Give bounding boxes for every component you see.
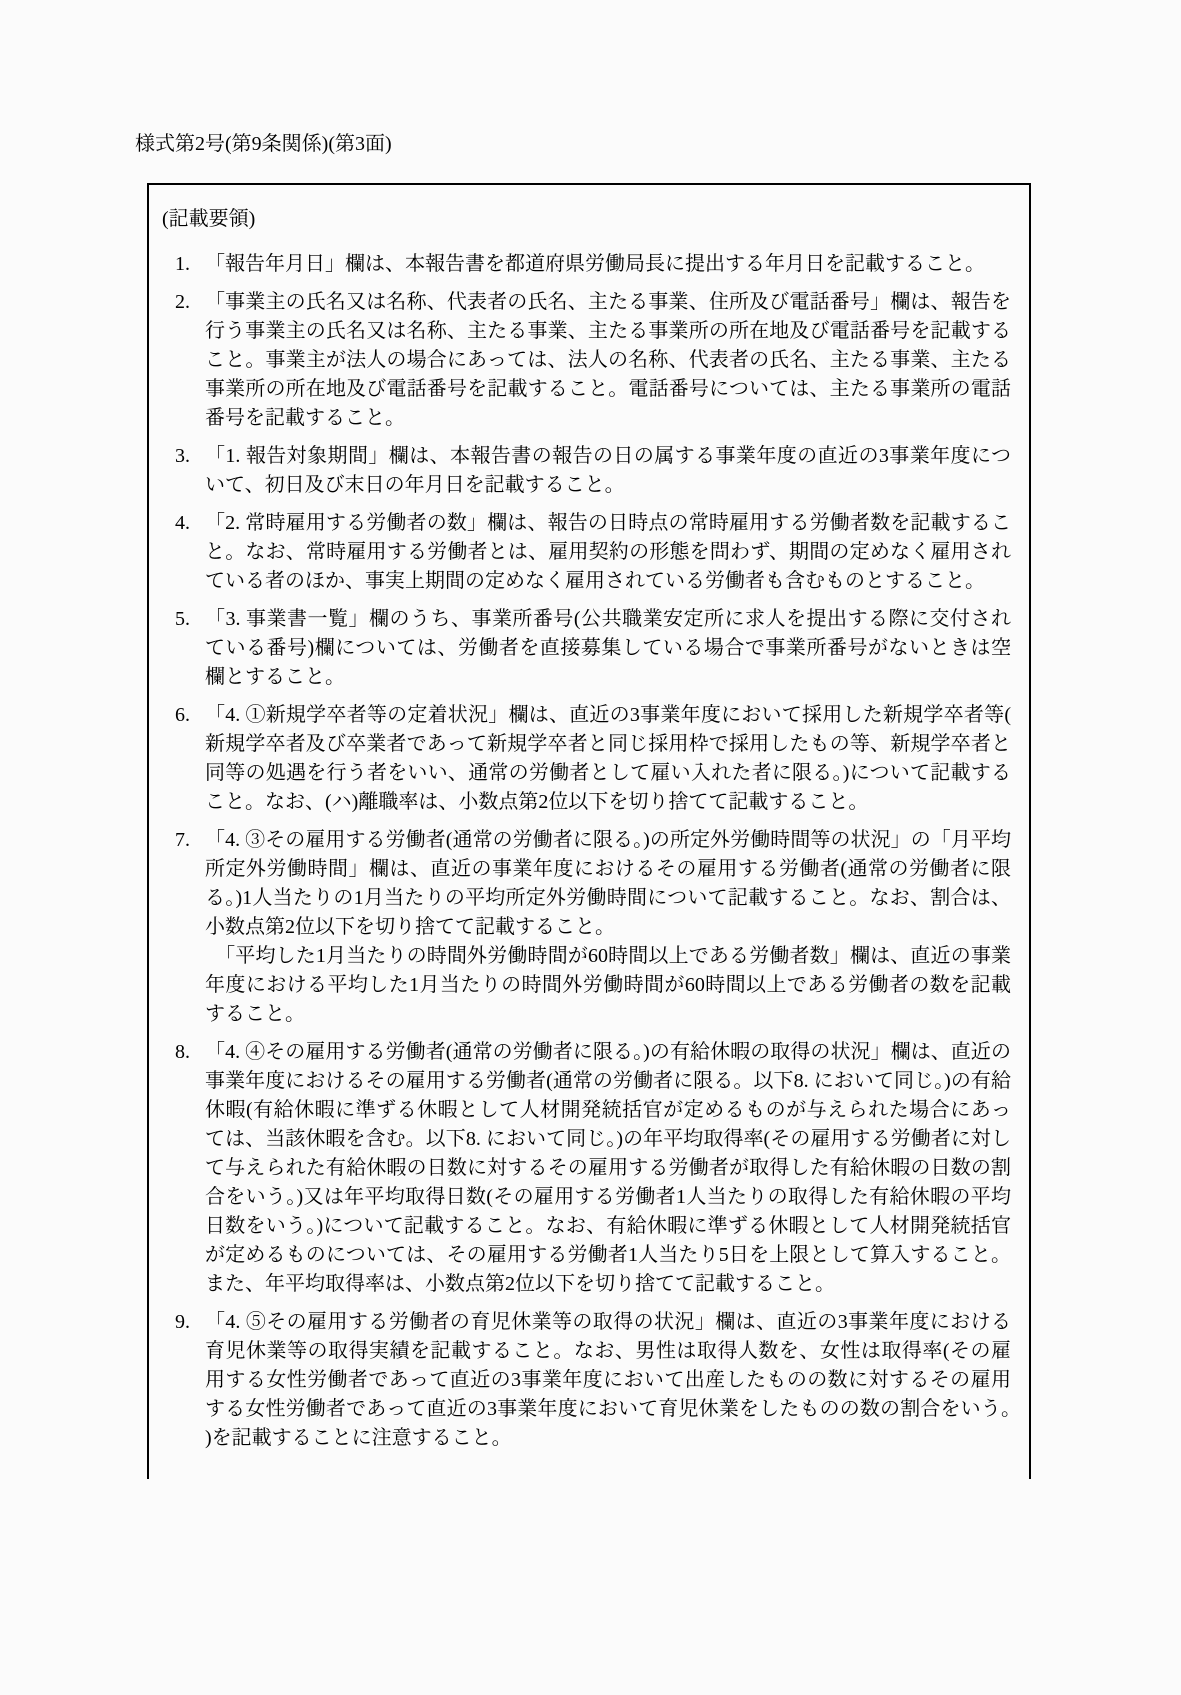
form-number-label: 様式第2号(第9条関係)(第3面) <box>135 133 392 155</box>
item-paragraph: 「事業主の氏名又は名称、代表者の氏名、主たる事業、住所及び電話番号」欄は、報告を行う事業主の氏名又は名称、主たる事業、主たる事業所の所在地及び電話番号を記載すること。事業主が法人の場合にあっては、法人の名称、代表者の氏名、主たる事業、主たる事業所の所在地及び電話番号を記載すること。電話番号については、主たる事業所の電話番号を記載すること。 <box>205 291 1011 429</box>
item-text <box>205 442 1011 500</box>
item-text <box>205 605 1011 692</box>
item-number: 9. <box>175 1311 190 1333</box>
item-paragraph: 「4. ④その雇用する労働者(通常の労働者に限る。)の有給休暇の取得の状況」欄は、直近の事業年度におけるその雇用する労働者(通常の労働者に限る。以下8. において同じ。)の有給休暇(有給休暇に準ずる休暇として人材開発統括官が定めるものが与えられた場合にあっては、当該休暇を含む。以下8. において同じ。)の年平均取得率(その雇用する労働者に対して与えられた有給休暇の日数に対するその雇用する労働者が取得した有給休暇の日数の割合をいう。)又は年平均取得日数(その雇用する労働者1人当たりの取得した有給休暇の平均日数をいう。)について記載すること。なお、有給休暇に準ずる休暇として人材開発統括官が定めるものについては、その雇用する労働者1人当たり5日を上限として算入すること。また、年平均取得率は、小数点第2位以下を切り捨てて記載すること。 <box>205 1041 1011 1295</box>
item-text <box>205 701 1011 817</box>
item-number: 6. <box>175 704 190 726</box>
instruction-item-2 <box>175 288 1011 433</box>
instruction-item-3 <box>175 442 1011 500</box>
instruction-item-8 <box>175 1038 1011 1299</box>
section-title: (記載要領) <box>162 208 256 230</box>
item-text <box>205 1308 1011 1453</box>
item-text <box>205 250 1011 279</box>
item-paragraph: 「3. 事業書一覧」欄のうち、事業所番号(公共職業安定所に求人を提出する際に交付されている番号)欄については、労働者を直接募集している場合で事業所番号がないときは空欄とすること。 <box>205 608 1011 688</box>
item-text <box>205 826 1011 1029</box>
item-paragraph: 「報告年月日」欄は、本報告書を都道府県労働局長に提出する年月日を記載すること。 <box>205 253 985 275</box>
instruction-item-6 <box>175 701 1011 817</box>
item-paragraph: 「4. ③その雇用する労働者(通常の労働者に限る。)の所定外労働時間等の状況」の「月平均所定外労働時間」欄は、直近の事業年度におけるその雇用する労働者(通常の労働者に限る。)1人当たりの1月当たりの平均所定外労働時間について記載すること。なお、割合は、小数点第2位以下を切り捨てて記載すること。 <box>205 829 1011 938</box>
item-number: 3. <box>175 445 190 467</box>
item-number: 1. <box>175 253 190 275</box>
item-number: 2. <box>175 291 190 313</box>
item-paragraph: 「2. 常時雇用する労働者の数」欄は、報告の日時点の常時雇用する労働者数を記載すること。なお、常時雇用する労働者とは、雇用契約の形態を問わず、期間の定めなく雇用されている者のほか、事実上期間の定めなく雇用されている労働者も含むものとすること。 <box>205 512 1011 592</box>
instruction-item-5 <box>175 605 1011 692</box>
instructions-box <box>147 183 1031 1479</box>
item-paragraph: 「平均した1月当たりの時間外労働時間が60時間以上である労働者数」欄は、直近の事業年度における平均した1月当たりの時間外労働時間が60時間以上である労働者の数を記載すること。 <box>205 945 1011 1025</box>
instruction-item-4 <box>175 509 1011 596</box>
item-number: 8. <box>175 1041 190 1063</box>
item-paragraph: 「1. 報告対象期間」欄は、本報告書の報告の日の属する事業年度の直近の3事業年度について、初日及び末日の年月日を記載すること。 <box>205 445 1011 496</box>
instruction-list <box>175 250 1011 1453</box>
item-paragraph: 「4. ①新規学卒者等の定着状況」欄は、直近の3事業年度において採用した新規学卒者等(新規学卒者及び卒業者であって新規学卒者と同じ採用枠で採用したもの等、新規学卒者と同等の処遇を行う者をいい、通常の労働者として雇い入れた者に限る。)について記載すること。なお、(ハ)離職率は、小数点第2位以下を切り捨てて記載すること。 <box>205 704 1011 813</box>
item-number: 4. <box>175 512 190 534</box>
item-paragraph: 「4. ⑤その雇用する労働者の育児休業等の取得の状況」欄は、直近の3事業年度における育児休業等の取得実績を記載すること。なお、男性は取得人数を、女性は取得率(その雇用する女性労働者であって直近の3事業年度において出産したものの数に対するその雇用する女性労働者であって直近の3事業年度において育児休業をしたものの数の割合をいう。)を記載することに注意すること。 <box>205 1311 1011 1449</box>
item-text <box>205 509 1011 596</box>
instruction-item-7 <box>175 826 1011 1029</box>
item-text <box>205 288 1011 433</box>
item-text <box>205 1038 1011 1299</box>
item-number: 7. <box>175 829 190 851</box>
instruction-item-9 <box>175 1308 1011 1453</box>
instruction-item-1 <box>175 250 1011 279</box>
item-number: 5. <box>175 608 190 630</box>
